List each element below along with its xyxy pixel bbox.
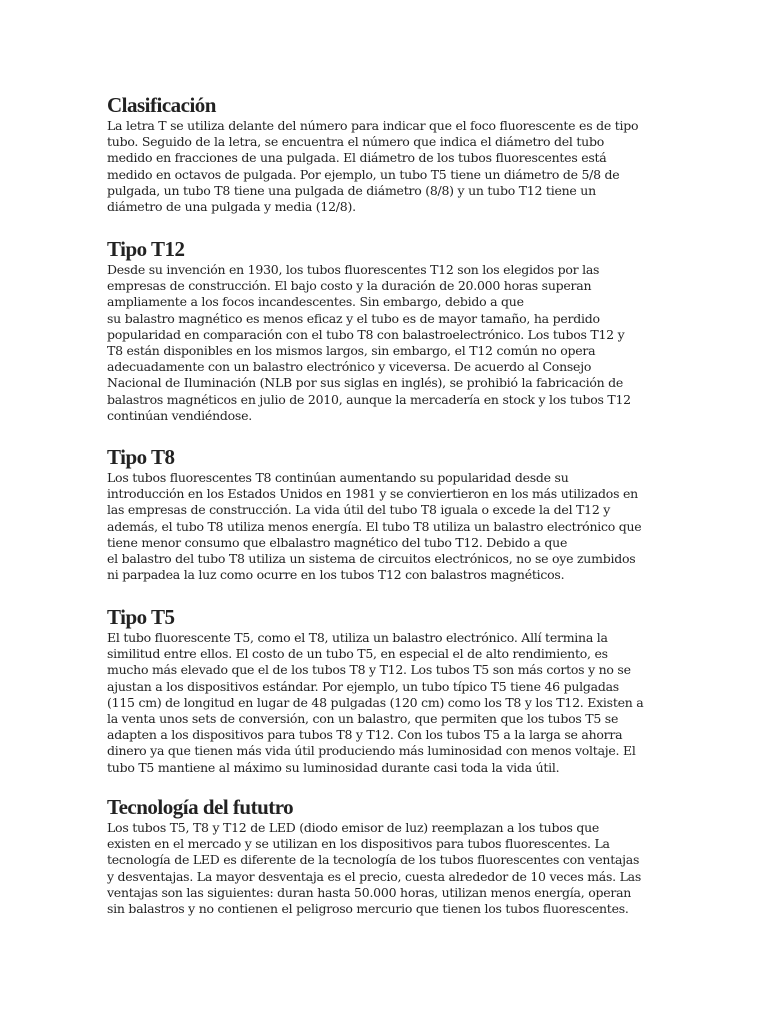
- section-heading: Tipo T12: [107, 237, 185, 261]
- text-line: ajustan a los dispositivos estándar. Por ejemplo, un tubo típico T5 tiene 46 pulgadas: [107, 678, 619, 694]
- text-line: además, el tubo T8 utiliza menos energía. El tubo T8 utiliza un balastro electrónico que: [107, 518, 642, 534]
- section-clasificacion: [107, 92, 665, 236]
- text-line: similitud entre ellos. El costo de un tubo T5, en especial el de alto rendimiento, es: [107, 646, 608, 662]
- section-body: [107, 820, 665, 917]
- text-line: ni parpadea la luz como ocurre en los tubos T12 con balastros magnéticos.: [107, 567, 565, 583]
- text-line: diámetro de una pulgada y media (12/8).: [107, 199, 356, 215]
- text-line: Los tubos T5, T8 y T12 de LED (diodo emisor de luz) reemplazan a los tubos que: [107, 820, 600, 835]
- section-body: [107, 470, 665, 583]
- text-line: popularidad en comparación con el tubo T8 con balastroelectrónico. Los tubos T12 y: [107, 326, 625, 342]
- text-line: Nacional de Iluminación (NLB por sus siglas en inglés), se prohibió la fabricación de: [107, 375, 624, 391]
- text-line: continúan vendiéndose.: [107, 407, 252, 423]
- text-line: medido en fracciones de una pulgada. El diámetro de los tubos fluorescentes está: [107, 150, 607, 166]
- section-heading: Tipo T5: [107, 605, 175, 629]
- text-line: Desde su invención en 1930, los tubos fluorescentes T12 son los elegidos por las: [107, 262, 600, 277]
- text-line: adecuadamente con un balastro electrónico y viceversa. De acuerdo al Consejo: [107, 359, 592, 375]
- text-line: empresas de construcción. El bajo costo y la duración de 20.000 horas superan: [107, 278, 592, 294]
- document-page: [107, 92, 665, 917]
- text-line: mucho más elevado que el de los tubos T8 y T12. Los tubos T5 son más cortos y no se: [107, 662, 631, 678]
- section-heading: Tecnología del fututro: [107, 795, 294, 819]
- text-line: su balastro magnético es menos eficaz y el tubo es de mayor tamaño, ha perdido: [107, 310, 600, 326]
- text-line: tiene menor consumo que elbalastro magnético del tubo T12. Debido a que: [107, 534, 568, 550]
- section-body: [107, 118, 665, 215]
- section-tipo-t8: [107, 444, 665, 604]
- section-body: [107, 262, 665, 424]
- text-line: el balastro del tubo T8 utiliza un sistema de circuitos electrónicos, no se oye zumbidos: [107, 551, 636, 567]
- text-line: sin balastros y no contienen el peligroso mercurio que tienen los tubos fluorescentes.: [107, 901, 629, 917]
- section-heading: Tipo T8: [107, 445, 175, 469]
- text-line: tecnología de LED es diferente de la tecnología de los tubos fluorescentes con ventajas: [107, 852, 640, 868]
- text-line: (115 cm) de longitud en lugar de 48 pulgadas (120 cm) como los T8 y los T12. Existen a: [107, 694, 644, 710]
- text-line: tubo T5 mantiene al máximo su luminosidad durante casi toda la vida útil.: [107, 759, 560, 775]
- section-tipo-t5: [107, 604, 665, 794]
- text-line: y desventajas. La mayor desventaja es el precio, cuesta alrededor de 10 veces más. Las: [107, 868, 642, 884]
- section-body: [107, 630, 665, 776]
- text-line: El tubo fluorescente T5, como el T8, utiliza un balastro electrónico. Allí termina la: [107, 630, 608, 645]
- text-line: dinero ya que tienen más vida útil produciendo más luminosidad con menos voltaje. El: [107, 743, 636, 759]
- text-line: tubo. Seguido de la letra, se encuentra el número que indica el diámetro del tubo: [107, 134, 604, 150]
- text-line: las empresas de construcción. La vida útil del tubo T8 iguala o excede la del T12 y: [107, 502, 611, 518]
- text-line: T8 están disponibles en los mismos largos, sin embargo, el T12 común no opera: [107, 343, 596, 359]
- text-line: adapten a los dispositivos para tubos T8 y T12. Con los tubos T5 a la larga se ahorra: [107, 727, 623, 743]
- text-line: existen en el mercado y se utilizan en los dispositivos para tubos fluorescentes. La: [107, 836, 610, 852]
- text-line: balastros magnéticos en julio de 2010, aunque la mercadería en stock y los tubos T12: [107, 391, 631, 407]
- text-line: la venta unos sets de conversión, con un balastro, que permiten que los tubos T5 se: [107, 711, 619, 727]
- text-line: Los tubos fluorescentes T8 continúan aumentando su popularidad desde su: [107, 470, 569, 485]
- text-line: pulgada, un tubo T8 tiene una pulgada de diámetro (8/8) y un tubo T12 tiene un: [107, 182, 596, 198]
- text-line: ampliamente a los focos incandescentes. Sin embargo, debido a que: [107, 294, 524, 310]
- text-line: ventajas son las siguientes: duran hasta 50.000 horas, utilizan menos energía, operan: [107, 884, 632, 900]
- text-line: medido en octavos de pulgada. Por ejemplo, un tubo T5 tiene un diámetro de 5/8 de: [107, 166, 620, 182]
- text-line: La letra T se utiliza delante del número para indicar que el foco fluorescente es de tipo: [107, 118, 639, 133]
- section-heading: Clasificación: [107, 93, 216, 117]
- text-line: introducción en los Estados Unidos en 1981 y se conviertieron en los más utilizados en: [107, 486, 638, 502]
- section-tipo-t12: [107, 236, 665, 444]
- section-tecnologia-futuro: [107, 794, 665, 917]
